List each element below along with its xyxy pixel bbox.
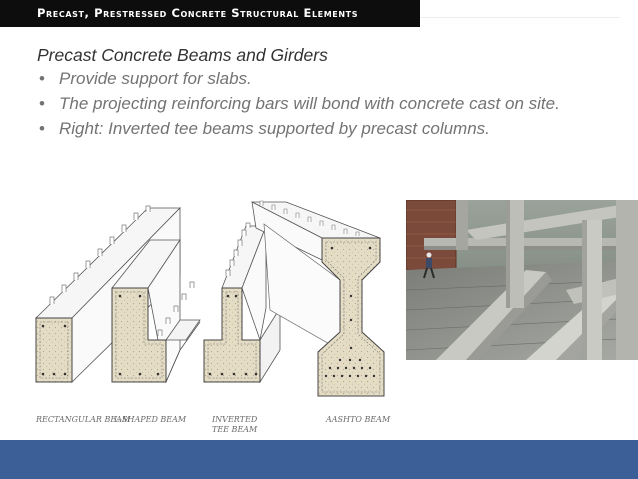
beam-diagram xyxy=(30,200,406,435)
bullet-icon: • xyxy=(39,94,45,113)
bullet-text: The projecting reinforcing bars will bond with concrete cast on site. xyxy=(59,94,560,113)
bullet-icon: • xyxy=(39,69,45,88)
bullet-item xyxy=(37,68,597,90)
title-divider xyxy=(420,17,620,18)
bullet-list xyxy=(37,68,597,140)
bullet-item xyxy=(37,93,597,115)
slide-title-bar xyxy=(0,0,420,27)
beam-types-illustration xyxy=(30,200,406,435)
bullet-text: Right: Inverted tee beams supported by precast columns. xyxy=(59,119,490,138)
caption-l-shaped-beam: L-SHAPED BEAM xyxy=(114,415,187,424)
footer-bar xyxy=(0,440,638,479)
caption-rectangular-beam: RECTANGULAR BEAM xyxy=(36,415,131,424)
section-heading: Precast Concrete Beams and Girders xyxy=(37,45,328,65)
caption-aashto-beam: AASHTO BEAM xyxy=(326,415,391,424)
bullet-item xyxy=(37,118,597,140)
slide-title: Precast, Prestressed Concrete Structural Elements xyxy=(37,6,359,20)
caption-inverted-tee-beam: INVERTED TEE BEAM xyxy=(212,415,258,434)
bullet-text: Provide support for slabs. xyxy=(59,69,252,88)
aashto-beam xyxy=(252,201,384,396)
construction-photo xyxy=(406,200,638,360)
bullet-icon: • xyxy=(39,119,45,138)
slide-content xyxy=(37,44,597,143)
photo-illustration xyxy=(406,200,638,360)
